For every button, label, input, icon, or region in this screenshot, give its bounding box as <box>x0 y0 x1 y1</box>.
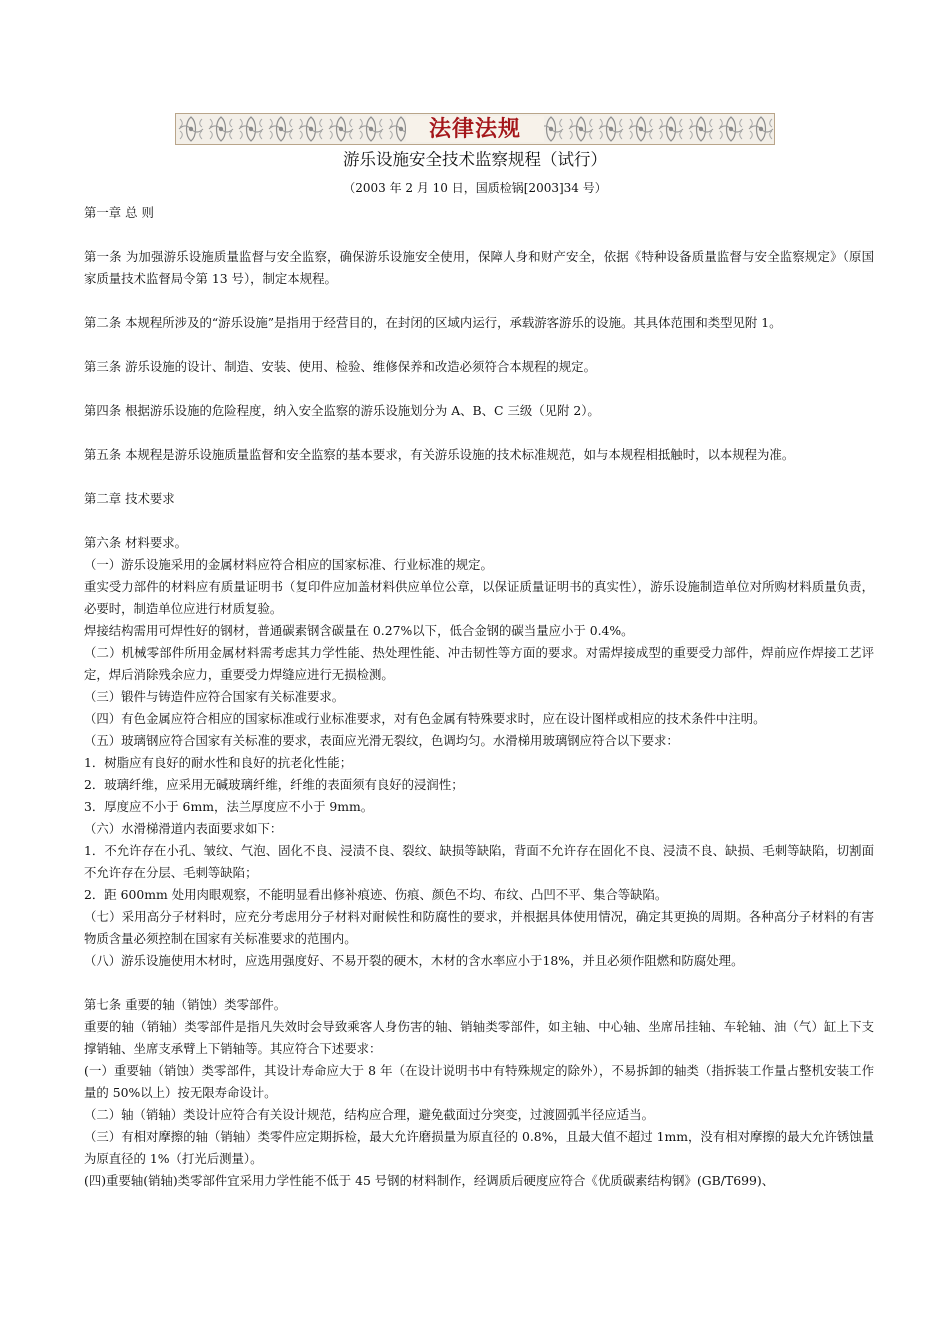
clause-paragraph: (四)重要轴(销轴)类零部件宜采用力学性能不低于 45 号钢的材料制作，经调质后硬度应符合《优质碳素结构钢》(GB/T699)、 <box>84 1173 775 1188</box>
clause-paragraph: （一）游乐设施采用的金属材料应符合相应的国家标准、行业标准的规定。 <box>84 557 493 572</box>
clause-paragraph: （三）有相对摩擦的轴（销轴）类零件应定期拆检，最大允许磨损量为原直径的 0.8%，且最大值不超过 1mm，没有相对摩擦的最大允许锈蚀量为原直径的 1%（打光后测量）。 <box>84 1129 874 1166</box>
article-paragraph: 第六条 材料要求。 <box>84 535 188 550</box>
document-title: 游乐设施安全技术监察规程（试行） <box>343 150 607 169</box>
article-paragraph: 第三条 游乐设施的设计、制造、安装、使用、检验、维修保养和改造必须符合本规程的规定。 <box>84 359 596 374</box>
clause-paragraph: 焊接结构需用可焊性好的钢材，普通碳素钢含碳量在 0.27%以下，低合金钢的碳当量应小于 0.4%。 <box>84 623 634 638</box>
clause-paragraph: 重实受力部件的材料应有质量证明书（复印件应加盖材料供应单位公章，以保证质量证明书的真实性），游乐设施制造单位对所购材料质量负责，必要时，制造单位应进行材质复验。 <box>84 579 874 616</box>
article-paragraph: 第五条 本规程是游乐设施质量监督和安全监察的基本要求，有关游乐设施的技术标准规范，如与本规程相抵触时，以本规程为准。 <box>84 447 795 462</box>
clause-paragraph: （五）玻璃钢应符合国家有关标准的要求，表面应光滑无裂纹，色调均匀。水滑梯用玻璃钢应符合以下要求： <box>84 733 679 748</box>
article-paragraph: 第一条 为加强游乐设施质量监督与安全监察，确保游乐设施安全使用，保障人身和财产安全，依据《特种设备质量监督与安全监察规定》（原国家质量技术监督局令第 13 号），制定本规程。 <box>84 249 874 286</box>
chapter-heading: 第二章 技术要求 <box>84 491 175 506</box>
list-item: 2．距 600mm 处用肉眼观察，不能明显看出修补痕迹、伤痕、颜色不均、布纹、凸凹不平、集合等缺陷。 <box>84 887 668 902</box>
banner-title: 法律法规 <box>406 116 544 142</box>
clause-paragraph: (一）重要轴（销蚀）类零部件，其设计寿命应大于 8 年（在设计说明书中有特殊规定的除外），不易拆卸的轴类（指拆装工作量占整机安装工作量的 50%以上）按无限寿命设计。 <box>84 1063 874 1100</box>
clause-paragraph: 重要的轴（销轴）类零部件是指凡失效时会导致乘客人身伤害的轴、销轴类零部件，如主轴、中心轴、坐席吊挂轴、车轮轴、油（气）缸上下支撑销轴、坐席支承臂上下销轴等。其应符合下述要求： <box>84 1019 874 1056</box>
header-banner <box>175 113 775 145</box>
article-paragraph: 第二条 本规程所涉及的“游乐设施”是指用于经营目的，在封闭的区域内运行，承载游客游乐的设施。其具体范围和类型见附 1。 <box>84 315 782 330</box>
clause-paragraph: （八）游乐设施使用木材时，应选用强度好、不易开裂的硬木，木材的含水率应小于18%，并且必须作阻燃和防腐处理。 <box>84 953 744 968</box>
document-body <box>84 202 874 1192</box>
clause-paragraph: （四）有色金属应符合相应的国家标准或行业标准要求，对有色金属有特殊要求时，应在设计图样或相应的技术条件中注明。 <box>84 711 766 726</box>
clause-paragraph: （六）水滑梯滑道内表面要求如下： <box>84 821 283 836</box>
clause-paragraph: （三）锻件与铸造件应符合国家有关标准要求。 <box>84 689 345 704</box>
article-paragraph: 第七条 重要的轴（销蚀）类零部件。 <box>84 997 287 1012</box>
clause-paragraph: （七）采用高分子材料时，应充分考虑用分子材料对耐候性和防腐性的要求，并根据具体使用情况，确定其更换的周期。各种高分子材料的有害物质含量必须控制在国家有关标准要求的范围内。 <box>84 909 874 946</box>
document-subtitle: （2003 年 2 月 10 日，国质检锅[2003]34 号） <box>343 181 607 195</box>
list-item: 1．树脂应有良好的耐水性和良好的抗老化性能； <box>84 755 353 770</box>
clause-paragraph: （二）机械零部件所用金属材料需考虑其力学性能、热处理性能、冲击韧性等方面的要求。对需焊接成型的重要受力部件，焊前应作焊接工艺评定，焊后消除残余应力，重要受力焊缝应进行无损检测。 <box>84 645 874 682</box>
clause-paragraph: （二）轴（销轴）类设计应符合有关设计规范，结构应合理，避免截面过分突变，过渡圆弧半径应适当。 <box>84 1107 654 1122</box>
list-item: 1．不允许存在小孔、皱纹、气泡、固化不良、浸渍不良、裂纹、缺损等缺陷，背面不允许存在固化不良、浸渍不良、缺损、毛刺等缺陷，切割面不允许存在分层、毛刺等缺陷； <box>84 843 874 880</box>
list-item: 3．厚度应不小于 6mm，法兰厚度应不小于 9mm。 <box>84 799 374 814</box>
list-item: 2．玻璃纤维，应采用无碱玻璃纤维，纤维的表面须有良好的浸润性； <box>84 777 464 792</box>
chapter-heading: 第一章 总 则 <box>84 205 154 220</box>
article-paragraph: 第四条 根据游乐设施的危险程度，纳入安全监察的游乐设施划分为 A、B、C 三级（见附 2）。 <box>84 403 600 418</box>
